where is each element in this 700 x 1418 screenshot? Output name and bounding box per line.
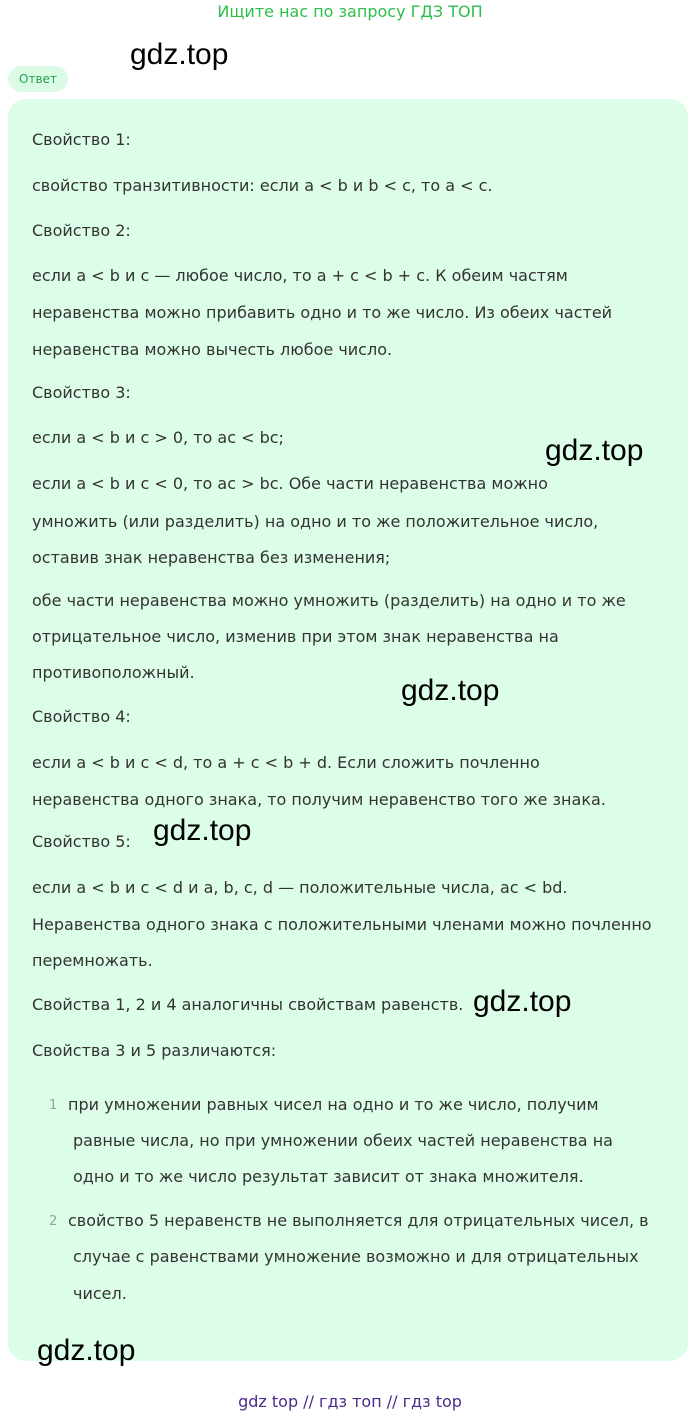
top-banner: Ищите нас по запросу ГДЗ ТОП bbox=[217, 2, 483, 21]
property-3-line-5: обе части неравенства можно умножить (разделить) на одно и то же bbox=[32, 591, 626, 610]
property-2-line-3: неравенства можно вычесть любое число. bbox=[32, 340, 393, 359]
watermark: gdz.top bbox=[545, 434, 644, 467]
property-4-line-2: неравенства одного знака, то получим неравенство того же знака. bbox=[32, 790, 606, 809]
property-5-title: Свойство 5: bbox=[32, 832, 131, 851]
property-4-line-1: если a < b и c < d, то a + c < b + d. Если сложить почленно bbox=[32, 753, 540, 772]
similarities-text: Свойства 1, 2 и 4 аналогичны свойствам равенств. bbox=[32, 995, 464, 1014]
answer-tab[interactable]: Ответ bbox=[8, 66, 68, 92]
list-number: 1 bbox=[49, 1098, 58, 1113]
property-3-line-3: умножить (или разделить) на одно и то же положительное число, bbox=[32, 512, 599, 531]
property-3-line-6: отрицательное число, изменив при этом знак неравенства на bbox=[32, 627, 559, 646]
watermark: gdz.top bbox=[153, 814, 252, 847]
property-1-text: свойство транзитивности: если a < b и b < c, то a < c. bbox=[32, 176, 493, 195]
watermark: gdz.top bbox=[37, 1334, 136, 1367]
property-5-line-3: перемножать. bbox=[32, 951, 153, 970]
property-3-line-2: если a < b и c < 0, то ac > bc. Обе части неравенства можно bbox=[32, 474, 548, 493]
property-2-title: Свойство 2: bbox=[32, 221, 131, 240]
list-number: 2 bbox=[49, 1214, 58, 1229]
property-1-title: Свойство 1: bbox=[32, 130, 131, 149]
list-item-1-line-2: равные числа, но при умножении обеих частей неравенства на bbox=[73, 1131, 613, 1150]
property-3-line-4: оставив знак неравенства без изменения; bbox=[32, 548, 391, 567]
watermark: gdz.top bbox=[130, 38, 229, 71]
property-5-line-2: Неравенства одного знака с положительными членами можно почленно bbox=[32, 915, 652, 934]
watermark: gdz.top bbox=[473, 985, 572, 1018]
list-item-2-line-1: свойство 5 неравенств не выполняется для отрицательных чисел, в bbox=[68, 1211, 649, 1230]
property-3-line-1: если a < b и c > 0, то ac < bc; bbox=[32, 428, 284, 447]
differences-text: Свойства 3 и 5 различаются: bbox=[32, 1041, 277, 1060]
list-item-1-line-1: при умножении равных чисел на одно и то же число, получим bbox=[68, 1095, 599, 1114]
property-2-line-2: неравенства можно прибавить одно и то же число. Из обеих частей bbox=[32, 303, 613, 322]
list-item-1-line-3: одно и то же число результат зависит от знака множителя. bbox=[73, 1167, 584, 1186]
property-2-line-1: если a < b и c — любое число, то a + c < b + c. К обеим частям bbox=[32, 266, 568, 285]
property-3-title: Свойство 3: bbox=[32, 383, 131, 402]
property-3-line-7: противоположный. bbox=[32, 663, 195, 682]
list-item-2-line-2: случае с равенствами умножение возможно и для отрицательных bbox=[73, 1247, 639, 1266]
footer-links[interactable]: gdz top // гдз топ // гдз top bbox=[238, 1392, 462, 1411]
property-4-title: Свойство 4: bbox=[32, 707, 131, 726]
list-item-2-line-3: чисел. bbox=[73, 1284, 127, 1303]
watermark: gdz.top bbox=[401, 674, 500, 707]
property-5-line-1: если a < b и c < d и a, b, c, d — положительные числа, ac < bd. bbox=[32, 878, 568, 897]
